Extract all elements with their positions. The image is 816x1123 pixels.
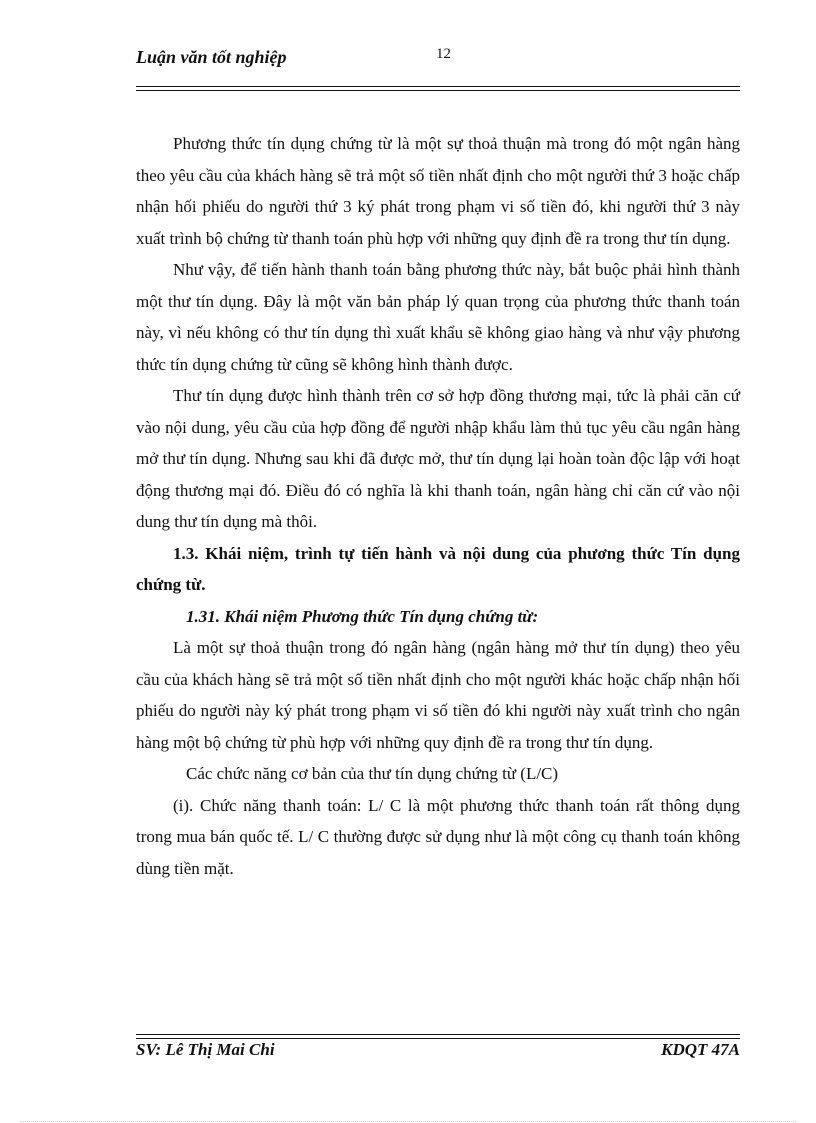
body-paragraph: Phương thức tín dụng chứng từ là một sự thoả thuận mà trong đó một ngân hàng theo yêu cầu của khách hàng sẽ trả một số tiền nhất định cho một người thứ 3 hoặc chấp nhận hối phiếu do người thứ 3 ký phát trong phạm vi số tiền đó, khi người thứ 3 này xuất trình bộ chứng từ thanh toán phù hợp với những quy định đề ra trong thư tín dụng. [136, 134, 740, 248]
footer-student-name: SV: Lê Thị Mai Chi [136, 1040, 275, 1059]
page-number: 12 [436, 46, 451, 62]
body-paragraph: Như vậy, để tiến hành thanh toán bằng phương thức này, bắt buộc phải hình thành một thư tín dụng. Đây là một văn bản pháp lý quan trọng của phương thức thanh toán này, vì nếu không có thư tín dụng thì xuất khẩu sẽ không giao hàng và như vậy phương thức tín dụng chứng từ cũng sẽ không hình thành được. [136, 260, 740, 374]
function-item: (i). Chức năng thanh toán: L/ C là một phương thức thanh toán rất thông dụng trong mua bán quốc tế. L/ C thường được sử dụng như là một công cụ thanh toán không dùng tiền mặt. [136, 795, 740, 878]
header-divider [136, 86, 740, 91]
footer-divider [136, 1034, 740, 1039]
body-paragraph: Thư tín dụng được hình thành trên cơ sở hợp đồng thương mại, tức là phải căn cứ vào nội dung, yêu cầu của hợp đồng để người nhập khẩu làm thủ tục yêu cầu ngân hàng mở thư tín dụng. Nhưng sau khi đã được mở, thư tín dụng lại hoàn toàn độc lập với hoạt động thương mại đó. Điều đó có nghĩa là khi thanh toán, ngân hàng chỉ căn cứ vào nội dung thư tín dụng mà thôi. [136, 386, 740, 531]
functions-intro: Các chức năng cơ bản của thư tín dụng chứng từ (L/C) [186, 764, 559, 783]
header-title: Luận văn tốt nghiệp [136, 47, 287, 67]
subsection-heading: 1.31. Khái niệm Phương thức Tín dụng chứng từ: [186, 606, 539, 626]
section-heading: 1.3. Khái niệm, trình tự tiến hành và nội dung của phương thức Tín dụng chứng từ. [136, 543, 740, 594]
definition-paragraph: Là một sự thoả thuận trong đó ngân hàng (ngân hàng mở thư tín dụng) theo yêu cầu của khách hàng sẽ trả một số tiền nhất định cho một người khác hoặc chấp nhận hối phiếu do người này ký phát trong phạm vi số tiền đó khi người này xuất trình cho ngân hàng một bộ chứng từ phù hợp với những quy định đề ra trong thư tín dụng. [136, 638, 740, 752]
footer-class-code: KDQT 47A [661, 1040, 740, 1059]
document-body [136, 128, 740, 884]
page-edge-dotted-line [20, 1121, 796, 1122]
